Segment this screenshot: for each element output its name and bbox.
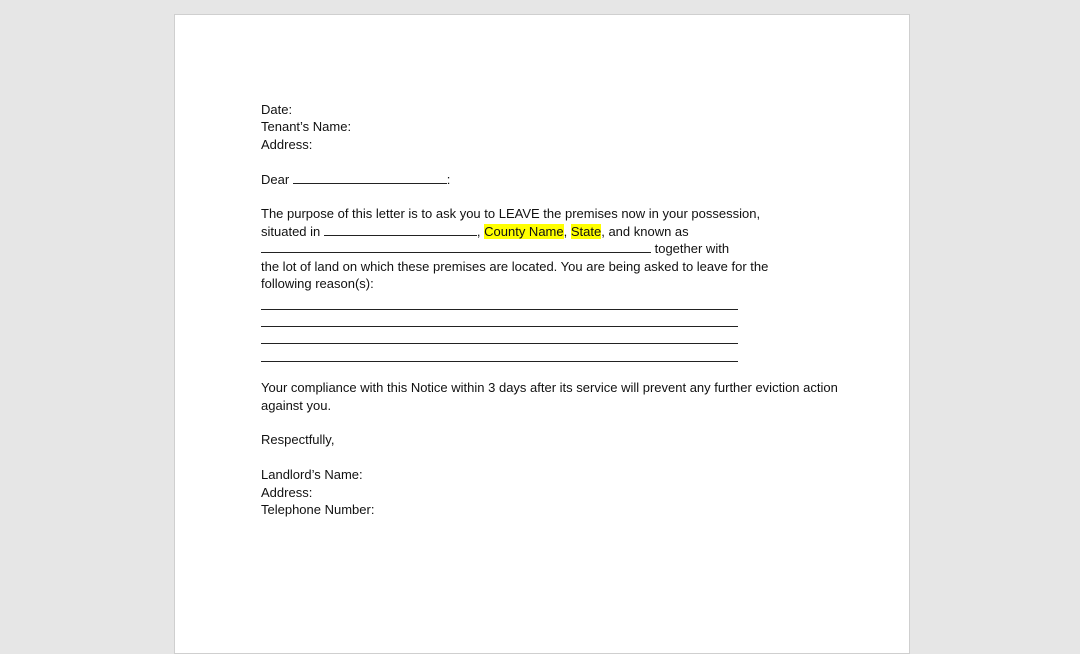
compliance-line: Your compliance with this Notice within 3 days after its service will prevent any further eviction action: [261, 380, 838, 396]
reason-line-1[interactable]: [261, 292, 738, 309]
spacer: [261, 449, 831, 466]
state-placeholder[interactable]: State: [570, 223, 602, 239]
comma: ,: [563, 223, 568, 239]
together-with-text: together with: [651, 241, 730, 257]
spacer: [261, 153, 831, 170]
paragraph-line-situated: [261, 223, 831, 240]
date-label: Date:: [261, 102, 293, 117]
greeting-suffix: :: [446, 171, 451, 187]
reason-line-3[interactable]: [261, 327, 738, 344]
paragraph-line: the lot of land on which these premises are located. You are being asked to leave for the: [261, 258, 769, 274]
county-name-placeholder[interactable]: County Name: [484, 223, 564, 239]
reason-line-2[interactable]: [261, 310, 738, 327]
recipient-blank[interactable]: [293, 171, 447, 184]
property-description-blank[interactable]: [261, 240, 651, 253]
greeting-prefix: Dear: [261, 171, 293, 187]
reason-line-4[interactable]: [261, 344, 738, 361]
landlord-address-label: Address:: [261, 484, 313, 500]
greeting-line: [261, 171, 831, 188]
city-blank[interactable]: [324, 223, 477, 236]
spacer: [261, 362, 831, 379]
spacer: [261, 188, 831, 205]
paragraph-line: The purpose of this letter is to ask you to LEAVE the premises now in your possession,: [261, 206, 761, 222]
known-as-text: , and known as: [601, 223, 689, 239]
letter-body: [261, 101, 838, 518]
paragraph-line: following reason(s):: [261, 275, 374, 291]
landlord-name-label: Landlord’s Name:: [261, 467, 363, 483]
closing: Respectfully,: [261, 432, 335, 448]
tenant-name-label: Tenant’s Name:: [261, 119, 352, 135]
tenant-address-label: Address:: [261, 136, 313, 152]
document-page: [174, 14, 910, 654]
compliance-line: against you.: [261, 397, 332, 413]
comma: ,: [476, 223, 481, 239]
telephone-label: Telephone Number:: [261, 501, 375, 517]
situated-text: situated in: [261, 223, 324, 239]
spacer: [261, 414, 831, 431]
paragraph-line-together: [261, 240, 831, 257]
